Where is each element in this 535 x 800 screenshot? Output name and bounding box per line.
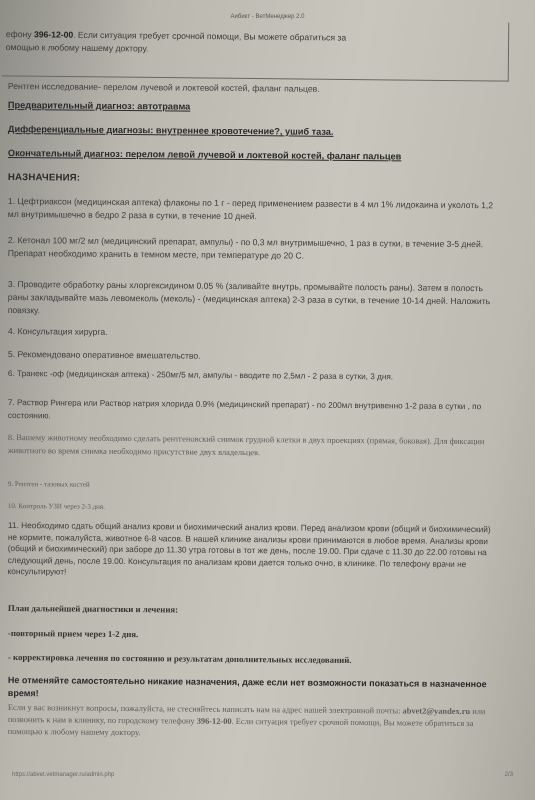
preliminary-diagnosis: Предварительный диагноз: автотравма — [7, 100, 191, 112]
contact-text-3: . Если ситуация требует срочной помощи, Вы можете обратиться за помощью к любому нашему доктору. — [7, 716, 474, 737]
contact-email[interactable]: abvet2@yandex.ru — [402, 706, 471, 717]
contact-phone: 396-12-00 — [196, 716, 232, 726]
prescription-item-11: 11. Необходимо сдать общий анализ крови и биохимический анализ крови. Перед анализом крови (общий и биохимический) не кормите, пожалуйста, животное 6-8 часов. В нашей клинике анализы крови принимаются в любое время. Анализы крови (общий и биохимический) при заборе до 11.30 утра готовы в тот же день, после 19.00. При сдаче с 11.30 до 22.00 готовы на следующий день, после 19.00. Консультация по анализам крови дается только очно, в клинике. По телефону врачи не консультируют! — [7, 520, 491, 577]
final-diagnosis: Окончательный диагноз: перелом левой лучевой и локтевой костей, фаланг пальцев — [7, 148, 402, 162]
prescription-item-7: 7. Раствор Рингера или Раствор натрия хлорида 0.9% (медицинский препарат) - по 200мл внутривенно 1-2 раза в сутки , по состоянию. — [7, 397, 482, 421]
top-note-text-after: . Если ситуация требует срочной помощи, Вы можете обратиться за — [73, 29, 347, 43]
plan-item-2: - корректировка лечения по состоянию и результатам дополнительных исследований. — [7, 652, 352, 665]
footer-url: https://abvet.vetmanager.ru/admin.php — [12, 772, 115, 778]
prescription-item-9: 9. Рентген - тазовых костей — [7, 479, 90, 489]
top-note-line2: омощью к любому нашему доктору. — [5, 41, 149, 54]
prescription-item-3: 3. Проводите обработку раны хлоргексидином 0.05 % (заливайте внутрь, промывайте полость раны). Затем в полость раны закладывайте мазь левомеколь (меколь) - (медицинская аптека) 2-3 раза в сутки, в течение 10-14 дней. Наложить повязку. — [7, 278, 491, 315]
contact-text-1: Если у вас возникнут вопросы, пожалуйста, не стесняйтесь написать нам на адрес нашей электронной почты: — [7, 702, 403, 716]
plan-heading: План дальнейшей диагностики и лечения: — [7, 603, 179, 615]
prescription-item-8: 8. Вашему животному необходимо сделать рентгеновский снимок грудной клетки в двух проекциях (прямая, боковая). Для фиксации животного во время снимка необходимо присутствие двух владельцев. — [7, 432, 485, 457]
prescription-item-4: 4. Консультация хирурга. — [7, 325, 108, 337]
top-note-text: ефону — [5, 28, 35, 40]
xray-line: Рентген исследование- перелом лучевой и локтевой костей, фаланг пальцев. — [7, 80, 320, 94]
prescription-item-10: 10. Контроль УЗИ через 2-3 дня. — [7, 501, 105, 511]
prescription-item-1: 1. Цефтриаксон (медицинская аптека) флаконы по 1 г - перед применением развести в 4 мл 1% лидокаина и уколоть 1,2 мл внутримышечно в бедро 2 раза в сутки, в течение 10 дней. — [7, 195, 494, 221]
differential-diagnosis: Дифференциальные диагнозы: внутреннее кровотечение?, ушиб таза. — [7, 124, 334, 137]
page-number: 2/3 — [504, 772, 513, 778]
prescriptions-heading: НАЗНАЧЕНИЯ: — [7, 172, 81, 184]
top-note-phone: 396-12-00 — [33, 29, 74, 40]
prescription-item-5: 5. Рекомендовано оперативное вмешательство. — [7, 348, 201, 361]
prescription-item-2: 2. Кетонал 100 мг/2 мл (медицинский препарат, ампулы) - по 0,3 мл внутримышечно, 1 раз в сутки, в течение 3-5 дней. Препарат необходимо хранить в темном месте, при температуре до 20 С. — [7, 234, 484, 261]
contact-block — [8, 702, 498, 742]
contact-text-2: или позвонить к нам в клинику, по городскому телефону — [7, 707, 486, 726]
warning-note: Не отменяйте самостоятельно никакие назначения, даже если нет возможности показаться в назначенное время! — [7, 674, 487, 699]
plan-item-1: -повторный прием через 1-2 дня. — [7, 628, 139, 640]
prescription-item-6: 6. Транекс -оф (медицинская аптека) - 250мг/5 мл, ампулы - вводите по 2,5мл - 2 раза в сутки, 3 дня. — [7, 368, 394, 382]
app-header: Aибикт - ВетМенеджер 2.0 — [230, 14, 305, 20]
top-note — [6, 28, 506, 59]
